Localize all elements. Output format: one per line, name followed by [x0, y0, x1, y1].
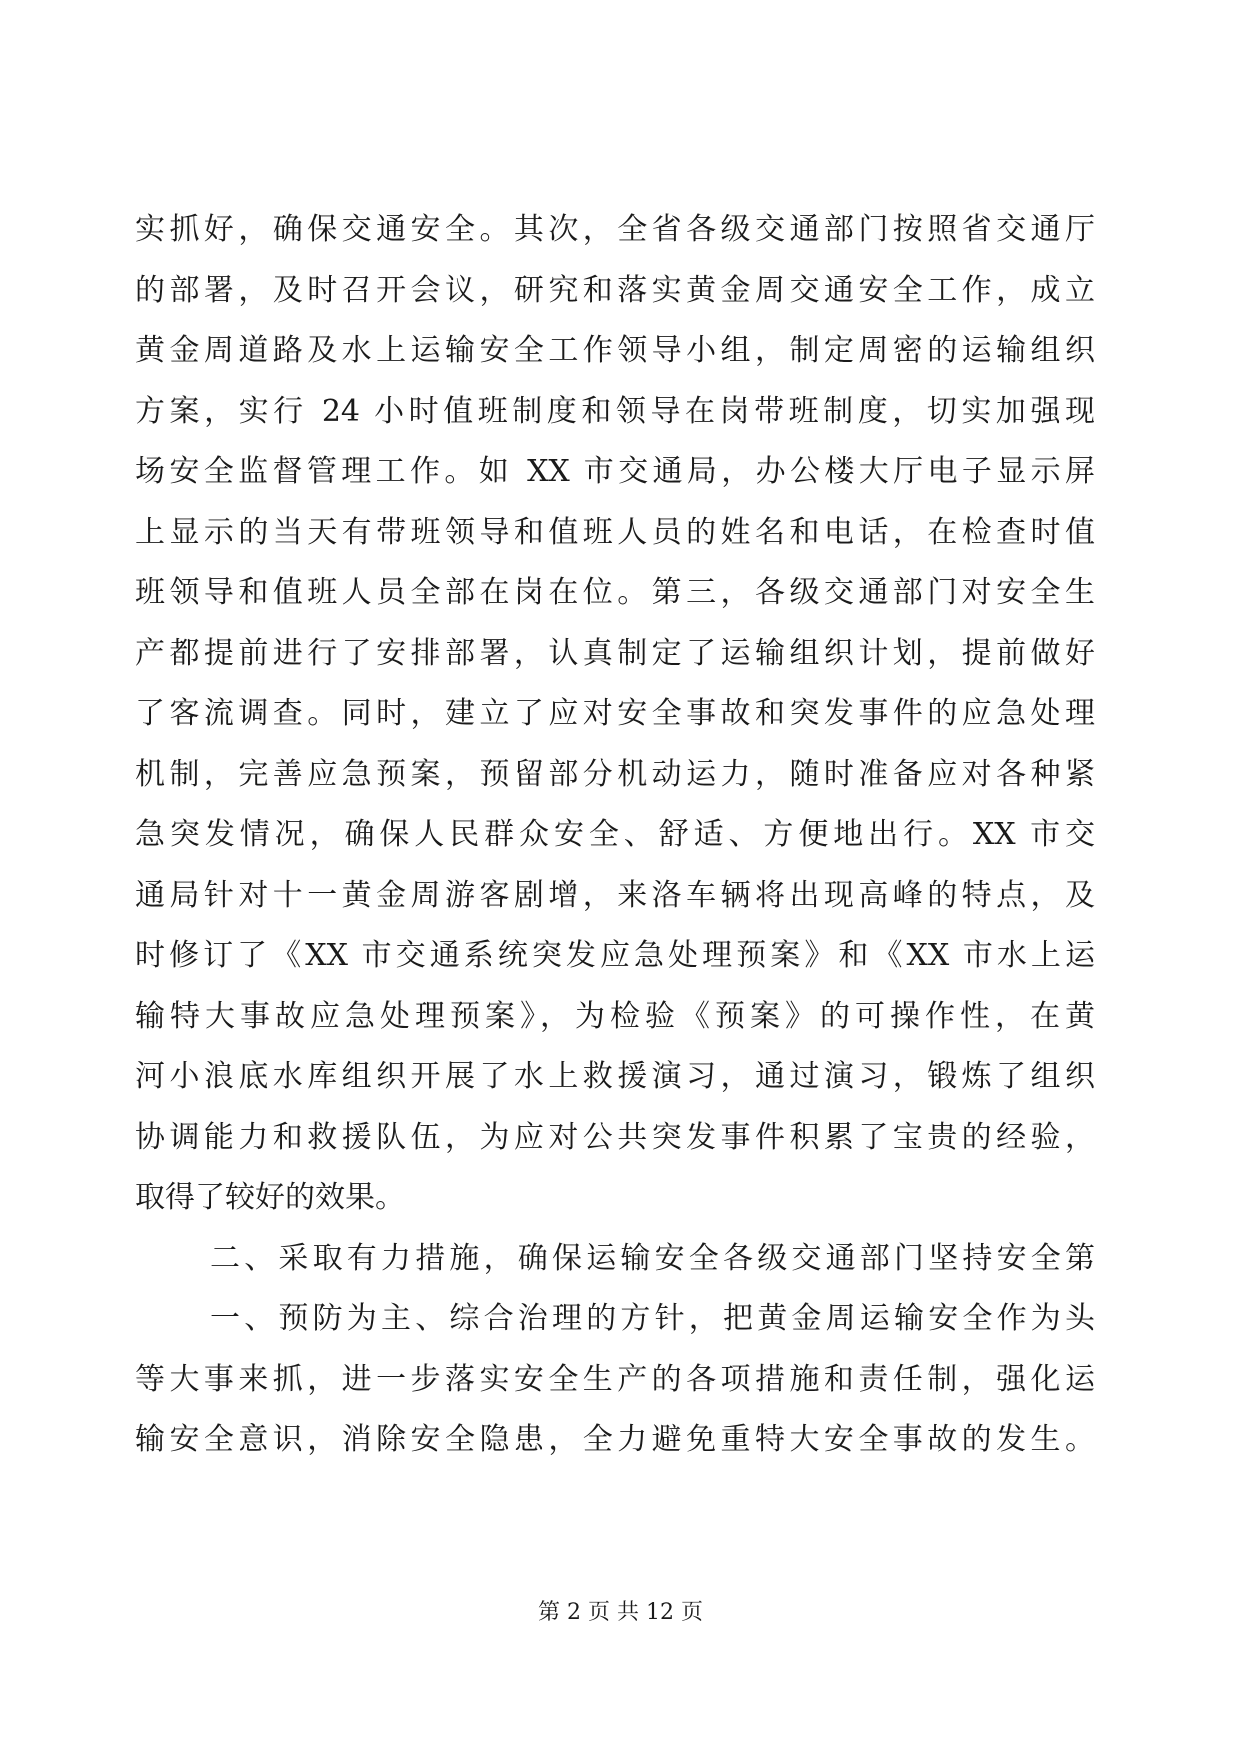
text-line: 班领导和值班人员全部在岗在位。第三，各级交通部门对安全生	[135, 575, 1095, 610]
text-line: 上显示的当天有带班领导和值班人员的姓名和电话，在检查时值	[135, 514, 1095, 550]
text-line: 产都提前进行了安排部署，认真制定了运输组织计划，提前做好	[135, 635, 1095, 671]
text-line: 一、预防为主、综合治理的方针，把黄金周运输安全作为头	[210, 1301, 1095, 1336]
text-line: 方案，实行 24 小时值班制度和领导在岗带班制度，切实加强现	[135, 393, 1095, 429]
text-line: 通局针对十一黄金周游客剧增，来洛车辆将出现高峰的特点，及	[135, 877, 1095, 913]
text-line: 取得了较好的效果。	[135, 1180, 405, 1215]
text-line: 机制，完善应急预案，预留部分机动运力，随时准备应对各种紧	[135, 756, 1095, 792]
text-line: 实抓好，确保交通安全。其次，全省各级交通部门按照省交通厅	[135, 212, 1095, 247]
text-line: 了客流调查。同时，建立了应对安全事故和突发事件的应急处理	[135, 696, 1095, 731]
text-line: 的部署，及时召开会议，研究和落实黄金周交通安全工作，成立	[135, 272, 1095, 308]
body-text	[135, 200, 1095, 1471]
page-number-footer: 第 2 页 共 12 页	[538, 1600, 703, 1625]
text-line: 河小浪底水库组织开展了水上救援演习，通过演习，锻炼了组织	[135, 1059, 1095, 1094]
section-heading-line: 二、采取有力措施，确保运输安全各级交通部门坚持安全第	[210, 1240, 1095, 1276]
text-line: 输特大事故应急处理预案》，为检验《预案》的可操作性，在黄	[135, 998, 1095, 1034]
text-line: 黄金周道路及水上运输安全工作领导小组，制定周密的运输组织	[135, 333, 1095, 368]
text-line: 输安全意识，消除安全隐患，全力避免重特大安全事故的发生。	[135, 1422, 1095, 1457]
text-line: 等大事来抓，进一步落实安全生产的各项措施和责任制，强化运	[135, 1361, 1095, 1397]
text-line: 时修订了《XX 市交通系统突发应急处理预案》和《XX 市水上运	[135, 938, 1095, 973]
text-line: 急突发情况，确保人民群众安全、舒适、方便地出行。XX 市交	[135, 817, 1095, 852]
text-line: 场安全监督管理工作。如 XX 市交通局，办公楼大厅电子显示屏	[135, 454, 1095, 489]
text-line: 协调能力和救援队伍，为应对公共突发事件积累了宝贵的经验，	[135, 1119, 1095, 1155]
